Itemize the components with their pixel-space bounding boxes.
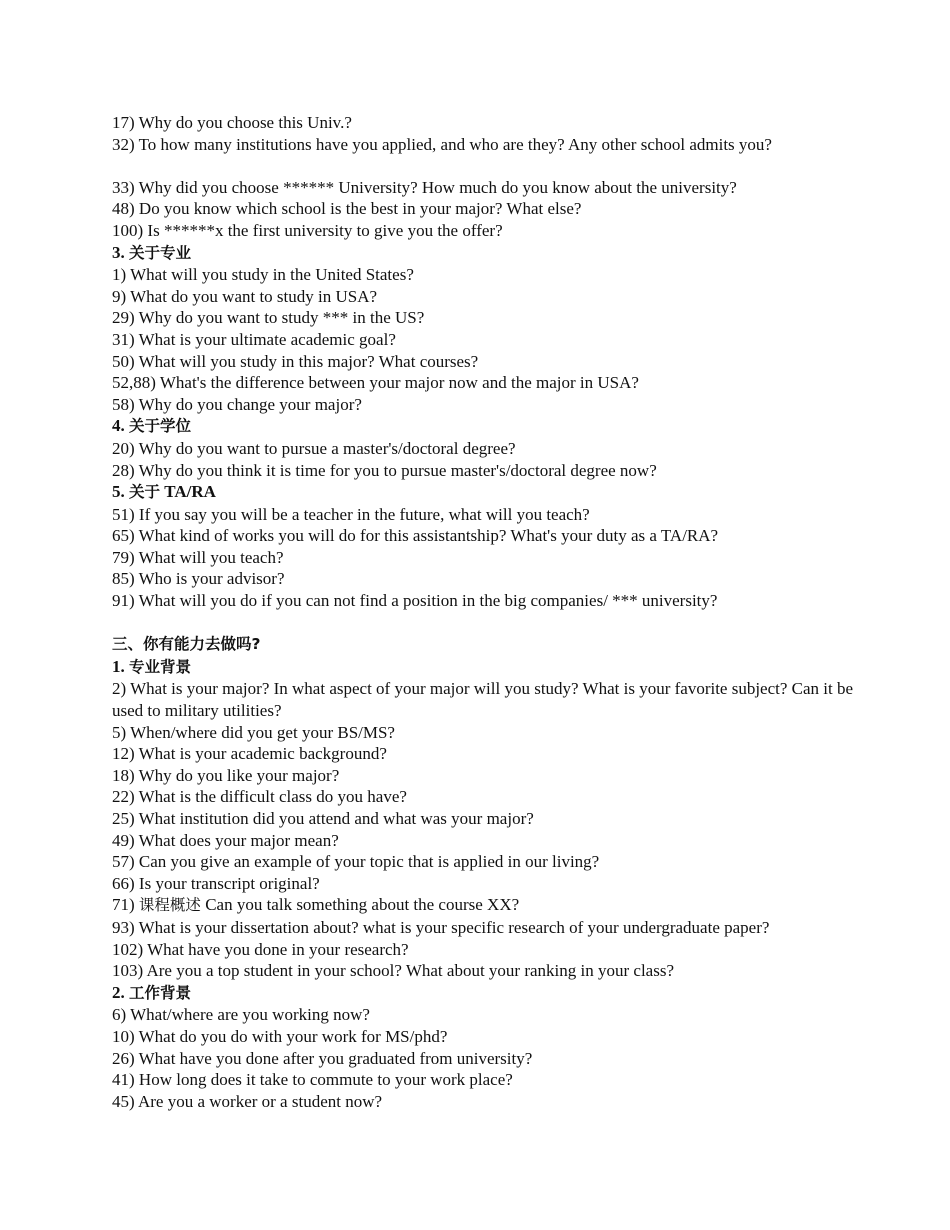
line-prefix: 71) — [112, 895, 139, 915]
question-line: 52,88) What's the difference between your major now and the major in USA? — [112, 373, 639, 393]
line-prefix: 1. — [112, 656, 129, 676]
line-prefix: 3. — [112, 242, 129, 262]
document-page — [112, 112, 872, 1112]
question-line: 29) Why do you want to study *** in the US? — [112, 308, 425, 328]
question-line: 65) What kind of works you will do for this assistantship? What's your duty as a TA/RA? — [112, 526, 719, 546]
question-line: 49) What does your major mean? — [112, 830, 339, 850]
section-heading — [112, 481, 872, 504]
section-heading — [112, 633, 872, 656]
question-line: 100) Is ******x the first university to give you the offer? — [112, 220, 503, 240]
question-line: 93) What is your dissertation about? what is your specific research of your undergraduate paper? — [112, 917, 770, 937]
question-line: 91) What will you do if you can not find a position in the big companies/ *** university? — [112, 591, 718, 611]
chinese-text: 三、你有能力去做吗? — [112, 635, 261, 654]
question-line: 5) When/where did you get your BS/MS? — [112, 722, 395, 742]
line-suffix: Can you talk something about the course XX? — [200, 895, 520, 915]
question-line: 50) What will you study in this major? What courses? — [112, 351, 479, 371]
section-heading — [112, 415, 872, 438]
line-prefix: 2. — [112, 982, 129, 1002]
question-line: 9) What do you want to study in USA? — [112, 286, 378, 306]
section-heading — [112, 242, 872, 265]
question-line: 2) What is your major? In what aspect of your major will you study? What is your favorite subject? Can it be used to military utilities? — [112, 679, 854, 721]
question-list — [112, 112, 872, 1112]
blank-line — [112, 612, 872, 634]
question-line: 18) Why do you like your major? — [112, 765, 340, 785]
question-line: 32) To how many institutions have you applied, and who are they? Any other school admits you? — [112, 134, 772, 154]
section-heading — [112, 656, 872, 679]
question-line: 48) Do you know which school is the best in your major? What else? — [112, 199, 582, 219]
question-line: 26) What have you done after you graduated from university? — [112, 1048, 533, 1068]
question-line: 22) What is the difficult class do you have? — [112, 787, 407, 807]
question-line: 58) Why do you change your major? — [112, 394, 362, 414]
chinese-text: 关于学位 — [129, 417, 192, 436]
question-line: 6) What/where are you working now? — [112, 1005, 370, 1025]
section-heading — [112, 982, 872, 1005]
question-line: 1) What will you study in the United States? — [112, 265, 414, 285]
question-line: 45) Are you a worker or a student now? — [112, 1091, 383, 1111]
question-line: 85) Who is your advisor? — [112, 569, 285, 589]
question-line: 31) What is your ultimate academic goal? — [112, 329, 396, 349]
chinese-text: 关于 — [129, 483, 161, 502]
chinese-text: 关于专业 — [129, 243, 192, 262]
question-line: 102) What have you done in your research? — [112, 939, 409, 959]
question-line: 57) Can you give an example of your topic that is applied in our living? — [112, 852, 600, 872]
chinese-text: 专业背景 — [129, 657, 192, 676]
blank-line — [112, 155, 872, 177]
question-line: 33) Why did you choose ****** University? How much do you know about the university? — [112, 177, 737, 197]
line-prefix: 5. — [112, 482, 129, 502]
question-line: 103) Are you a top student in your school? What about your ranking in your class? — [112, 961, 674, 981]
question-line: 10) What do you do with your work for MS/phd? — [112, 1026, 448, 1046]
question-line: 66) Is your transcript original? — [112, 873, 320, 893]
question-line: 41) How long does it take to commute to your work place? — [112, 1070, 513, 1090]
question-line: 25) What institution did you attend and what was your major? — [112, 809, 534, 828]
question-line: 51) If you say you will be a teacher in the future, what will you teach? — [112, 504, 590, 524]
question-line: 20) Why do you want to pursue a master's/doctoral degree? — [112, 438, 516, 458]
question-line: 17) Why do you choose this Univ.? — [112, 113, 352, 132]
question-line: 79) What will you teach? — [112, 547, 284, 567]
line-suffix: TA/RA — [160, 482, 216, 502]
chinese-text: 工作背景 — [129, 983, 192, 1002]
question-line: 28) Why do you think it is time for you to pursue master's/doctoral degree now? — [112, 460, 657, 480]
line-prefix: 4. — [112, 416, 129, 436]
chinese-text: 课程概述 — [138, 896, 201, 915]
question-line: 12) What is your academic background? — [112, 744, 387, 764]
question-line — [112, 894, 872, 917]
